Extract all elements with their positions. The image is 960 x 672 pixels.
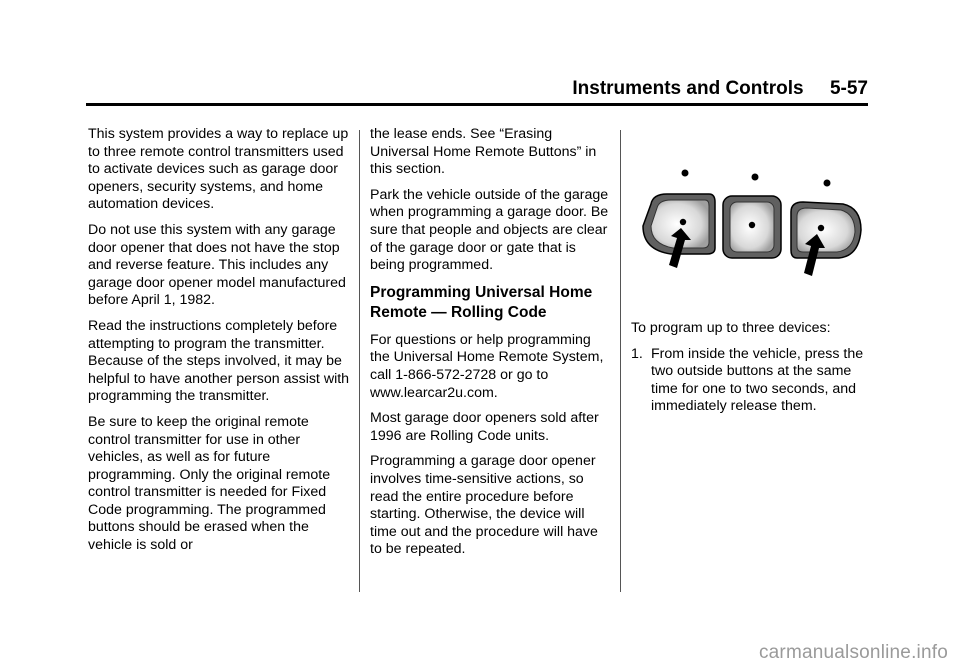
page-header	[86, 74, 868, 106]
section-heading: Programming Universal Home Remote — Rolling Code	[370, 283, 593, 321]
paragraph: This system provides a way to replace up to three remote control transmitters used to activate devices such as garage door openers, security systems, and home automation devices.	[88, 126, 349, 213]
column-divider-1	[359, 130, 360, 592]
paragraph: the lease ends. See “Erasing Universal Home Remote Buttons” in this section.	[370, 126, 597, 178]
step-text: From inside the vehicle, press the two outside buttons at the same time for one to two seconds, and immediately release them.	[651, 345, 864, 415]
indicator-dot	[752, 174, 759, 181]
header-section-title: Instruments and Controls 5-57	[572, 78, 868, 99]
text-column-1	[88, 126, 350, 563]
watermark: carmanualsonline.info	[758, 642, 948, 663]
numbered-step	[631, 346, 876, 416]
paragraph: Be sure to keep the original remote control transmitter for use in other vehicles, as well as for future programming. Only the original remote control transmitter is needed for Fixed Code programming. The programmed buttons should be erased when the vehicle is sold or	[88, 413, 331, 554]
step-number: 1.	[631, 345, 643, 362]
indicator-dot	[824, 180, 831, 187]
text-column-2	[370, 126, 610, 567]
text-column-3	[631, 130, 876, 416]
remote-buttons-illustration-icon	[631, 130, 867, 280]
paragraph: To program up to three devices:	[631, 320, 831, 336]
paragraph: Do not use this system with any garage door opener that does not have the stop and reverse feature. This includes any garage door opener model manufactured before April 1, 1982.	[88, 221, 346, 309]
page-number: 5-57	[829, 78, 868, 99]
paragraph: Park the vehicle outside of the garage when programming a garage door. Be sure that people and objects are clear of the garage door or gate that is being programmed.	[370, 186, 609, 274]
paragraph: Programming a garage door opener involves time-sensitive actions, so read the entire procedure before starting. Otherwise, the device will time out and the procedure will have to be repeated.	[370, 453, 598, 558]
column-divider-2	[620, 130, 621, 592]
paragraph: For questions or help programming the Universal Home Remote System, call 1-866-572-2728 or go to www.learcar2u.com.	[370, 331, 604, 401]
paragraph: Read the instructions completely before attempting to program the transmitter. Because of the steps involved, it may be helpful to have another person assist with programming the transmitter.	[88, 317, 350, 405]
indicator-dot	[682, 170, 689, 177]
paragraph: Most garage door openers sold after 1996 are Rolling Code units.	[370, 410, 599, 444]
